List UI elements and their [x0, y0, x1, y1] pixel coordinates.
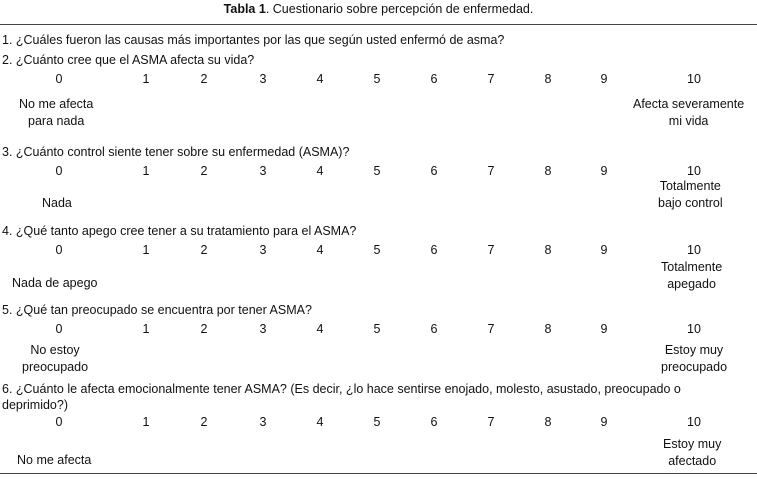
q4-high-label: Totalmente apegado [661, 260, 723, 291]
scale-value-7: 7 [487, 243, 495, 257]
scale-value-10: 10 [687, 72, 701, 86]
q6-high-label: Estoy muy afectado [663, 437, 722, 468]
scale-value-6: 6 [430, 322, 438, 336]
scale-value-6: 6 [430, 72, 438, 86]
scale-value-3: 3 [259, 415, 267, 429]
top-rule [0, 24, 757, 25]
scale-value-2: 2 [200, 415, 208, 429]
scale-value-8: 8 [544, 322, 552, 336]
scale-value-1: 1 [142, 415, 150, 429]
scale-value-8: 8 [544, 415, 552, 429]
scale-value-8: 8 [544, 243, 552, 257]
question-5: 5. ¿Qué tan preocupado se encuentra por tener ASMA? [2, 303, 312, 317]
scale-value-5: 5 [373, 72, 381, 86]
question-2: 2. ¿Cuánto cree que el ASMA afecta su vida? [2, 53, 255, 67]
question-6-line-1: 6. ¿Cuánto le afecta emocionalmente tener ASMA? (Es decir, ¿lo hace sentirse enojado, molesto, asustado, preocupado o [2, 382, 681, 396]
scale-row-3 [0, 164, 757, 179]
scale-value-9: 9 [600, 72, 608, 86]
scale-value-0: 0 [55, 322, 63, 336]
scale-row-6 [0, 415, 757, 430]
scale-value-5: 5 [373, 164, 381, 178]
table-title [0, 2, 757, 17]
scale-value-7: 7 [487, 164, 495, 178]
scale-value-5: 5 [373, 322, 381, 336]
scale-value-3: 3 [259, 72, 267, 86]
q4-low-label: Nada de apego [12, 276, 98, 290]
scale-value-4: 4 [316, 415, 324, 429]
scale-value-4: 4 [316, 72, 324, 86]
scale-value-2: 2 [200, 72, 208, 86]
scale-value-0: 0 [55, 243, 63, 257]
scale-value-8: 8 [544, 164, 552, 178]
scale-value-10: 10 [687, 415, 701, 429]
table-title-text: . Cuestionario sobre percepción de enfermedad. [265, 2, 534, 16]
scale-value-1: 1 [142, 243, 150, 257]
scale-value-3: 3 [259, 164, 267, 178]
scale-value-0: 0 [55, 415, 63, 429]
scale-value-8: 8 [544, 72, 552, 86]
scale-row-2 [0, 72, 757, 87]
q5-high-label: Estoy muy preocupado [661, 343, 728, 374]
scale-value-1: 1 [142, 322, 150, 336]
table-title-label: Tabla 1 [223, 2, 266, 16]
scale-value-9: 9 [600, 164, 608, 178]
scale-row-4 [0, 243, 757, 258]
scale-value-3: 3 [259, 322, 267, 336]
scale-value-4: 4 [316, 243, 324, 257]
q3-low-label: Nada [42, 196, 72, 210]
q2-high-label: Afecta severamente mi vida [633, 97, 745, 128]
question-6-line-2: deprimido?) [2, 398, 69, 412]
scale-value-7: 7 [487, 415, 495, 429]
bottom-rule [0, 473, 757, 474]
scale-value-5: 5 [373, 243, 381, 257]
scale-value-9: 9 [600, 415, 608, 429]
scale-value-4: 4 [316, 322, 324, 336]
q5-low-label: No estoy preocupado [22, 343, 89, 374]
scale-value-0: 0 [55, 72, 63, 86]
scale-value-2: 2 [200, 243, 208, 257]
scale-value-6: 6 [430, 164, 438, 178]
scale-value-10: 10 [687, 243, 701, 257]
q6-low-label: No me afecta [17, 453, 92, 467]
q3-high-label: Totalmente bajo control [658, 179, 723, 210]
scale-value-4: 4 [316, 164, 324, 178]
question-4: 4. ¿Qué tanto apego cree tener a su tratamiento para el ASMA? [2, 224, 357, 238]
scale-value-0: 0 [55, 164, 63, 178]
scale-value-7: 7 [487, 322, 495, 336]
scale-value-6: 6 [430, 415, 438, 429]
question-3: 3. ¿Cuánto control siente tener sobre su enfermedad (ASMA)? [2, 145, 350, 159]
question-1: 1. ¿Cuáles fueron las causas más importantes por las que según usted enfermó de asma? [2, 33, 505, 47]
scale-value-10: 10 [687, 164, 701, 178]
scale-value-1: 1 [142, 72, 150, 86]
scale-row-5 [0, 322, 757, 337]
scale-value-1: 1 [142, 164, 150, 178]
scale-value-9: 9 [600, 322, 608, 336]
scale-value-7: 7 [487, 72, 495, 86]
scale-value-10: 10 [687, 322, 701, 336]
scale-value-5: 5 [373, 415, 381, 429]
q2-low-label: No me afecta para nada [19, 97, 94, 128]
scale-value-2: 2 [200, 322, 208, 336]
scale-value-2: 2 [200, 164, 208, 178]
scale-value-9: 9 [600, 243, 608, 257]
scale-value-6: 6 [430, 243, 438, 257]
scale-value-3: 3 [259, 243, 267, 257]
